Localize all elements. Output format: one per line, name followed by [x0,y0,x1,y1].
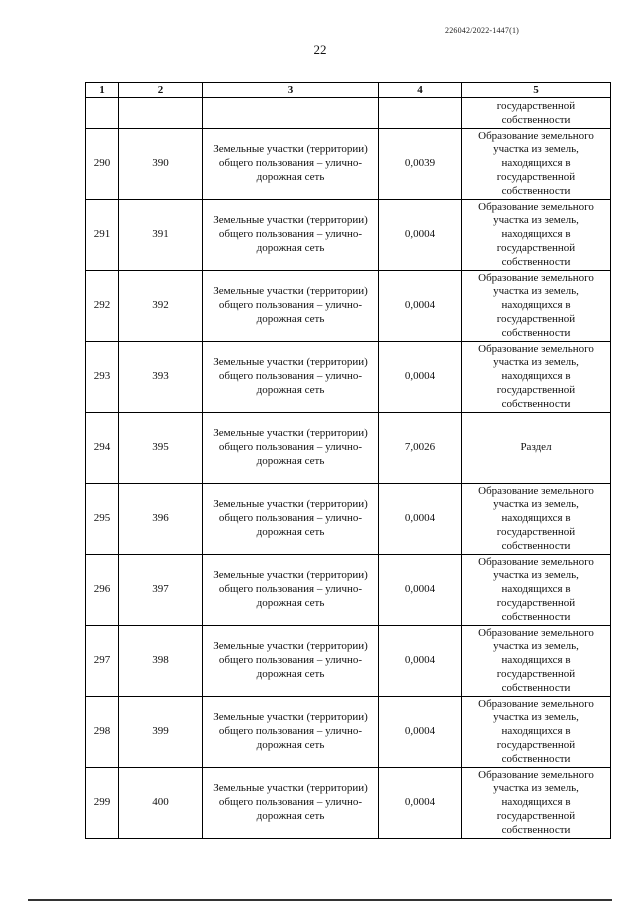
document-code: 226042/2022-1447(1) [445,26,520,35]
table-row [86,271,611,342]
cell-method: Образование земельного участка из земель, находящихся в государственной собственности [462,555,611,626]
cell-number: 291 [86,200,119,271]
cell-number: 297 [86,626,119,697]
cell-method: Образование земельного участка из земель, находящихся в государственной собственности [462,768,611,839]
scan-edge-line [28,899,612,901]
cell-purpose: Земельные участки (территории) общего пользования – улично-дорожная сеть [203,413,379,484]
column-header-4: 4 [379,83,462,98]
column-header-3: 3 [203,83,379,98]
cell-method: Раздел [462,413,611,484]
table-row [86,129,611,200]
cell-area: 0,0004 [379,626,462,697]
cell-purpose: Земельные участки (территории) общего пользования – улично-дорожная сеть [203,129,379,200]
table-row [86,484,611,555]
column-header-2: 2 [119,83,203,98]
cell-plot-id: 399 [119,697,203,768]
cell-purpose: Земельные участки (территории) общего пользования – улично-дорожная сеть [203,484,379,555]
cell-method: Образование земельного участка из земель, находящихся в государственной собственности [462,200,611,271]
cell-plot-id: 398 [119,626,203,697]
cell-plot-id: 400 [119,768,203,839]
table-row-continuation [86,98,611,129]
cell-method: Образование земельного участка из земель, находящихся в государственной собственности [462,129,611,200]
cell-area: 0,0004 [379,271,462,342]
cell-method: Образование земельного участка из земель, находящихся в государственной собственности [462,697,611,768]
cell-purpose: Земельные участки (территории) общего пользования – улично-дорожная сеть [203,342,379,413]
cell-area: 7,0026 [379,413,462,484]
table-row [86,342,611,413]
table-header-row [86,83,611,98]
cell-number: 290 [86,129,119,200]
cell-number: 296 [86,555,119,626]
cell-area: 0,0004 [379,200,462,271]
cell-method: Образование земельного участка из земель, находящихся в государственной собственности [462,342,611,413]
cell-method: Образование земельного участка из земель, находящихся в государственной собственности [462,271,611,342]
cell-purpose: Земельные участки (территории) общего пользования – улично-дорожная сеть [203,271,379,342]
cell-plot-id: 395 [119,413,203,484]
cell-area: 0,0004 [379,342,462,413]
table-row [86,413,611,484]
cell-purpose: Земельные участки (территории) общего пользования – улично-дорожная сеть [203,697,379,768]
column-header-5: 5 [462,83,611,98]
cell-number: 292 [86,271,119,342]
page-number: 22 [313,42,327,57]
table-row [86,200,611,271]
table-row [86,768,611,839]
cell-plot-id: 390 [119,129,203,200]
cell-area: 0,0004 [379,697,462,768]
cell-method: Образование земельного участка из земель, находящихся в государственной собственности [462,626,611,697]
cell-method: Образование земельного участка из земель, находящихся в государственной собственности [462,484,611,555]
cell-number: 299 [86,768,119,839]
cell-area: 0,0004 [379,768,462,839]
table-row [86,626,611,697]
table-row [86,697,611,768]
cell-purpose: Земельные участки (территории) общего пользования – улично-дорожная сеть [203,768,379,839]
cell-area [379,98,462,129]
cell-plot-id: 396 [119,484,203,555]
cell-plot-id: 392 [119,271,203,342]
cell-purpose [203,98,379,129]
cell-area: 0,0004 [379,484,462,555]
cell-number: 298 [86,697,119,768]
cell-plot-id: 391 [119,200,203,271]
cell-purpose: Земельные участки (территории) общего пользования – улично-дорожная сеть [203,200,379,271]
cell-plot-id: 397 [119,555,203,626]
cell-plot-id: 393 [119,342,203,413]
cell-method: государственной собственности [462,98,611,129]
cell-area: 0,0004 [379,555,462,626]
cell-plot-id [119,98,203,129]
table-row [86,555,611,626]
land-plots-table [85,82,611,839]
cell-number: 295 [86,484,119,555]
column-header-1: 1 [86,83,119,98]
cell-number [86,98,119,129]
cell-purpose: Земельные участки (территории) общего пользования – улично-дорожная сеть [203,555,379,626]
cell-purpose: Земельные участки (территории) общего пользования – улично-дорожная сеть [203,626,379,697]
cell-number: 294 [86,413,119,484]
cell-number: 293 [86,342,119,413]
cell-area: 0,0039 [379,129,462,200]
